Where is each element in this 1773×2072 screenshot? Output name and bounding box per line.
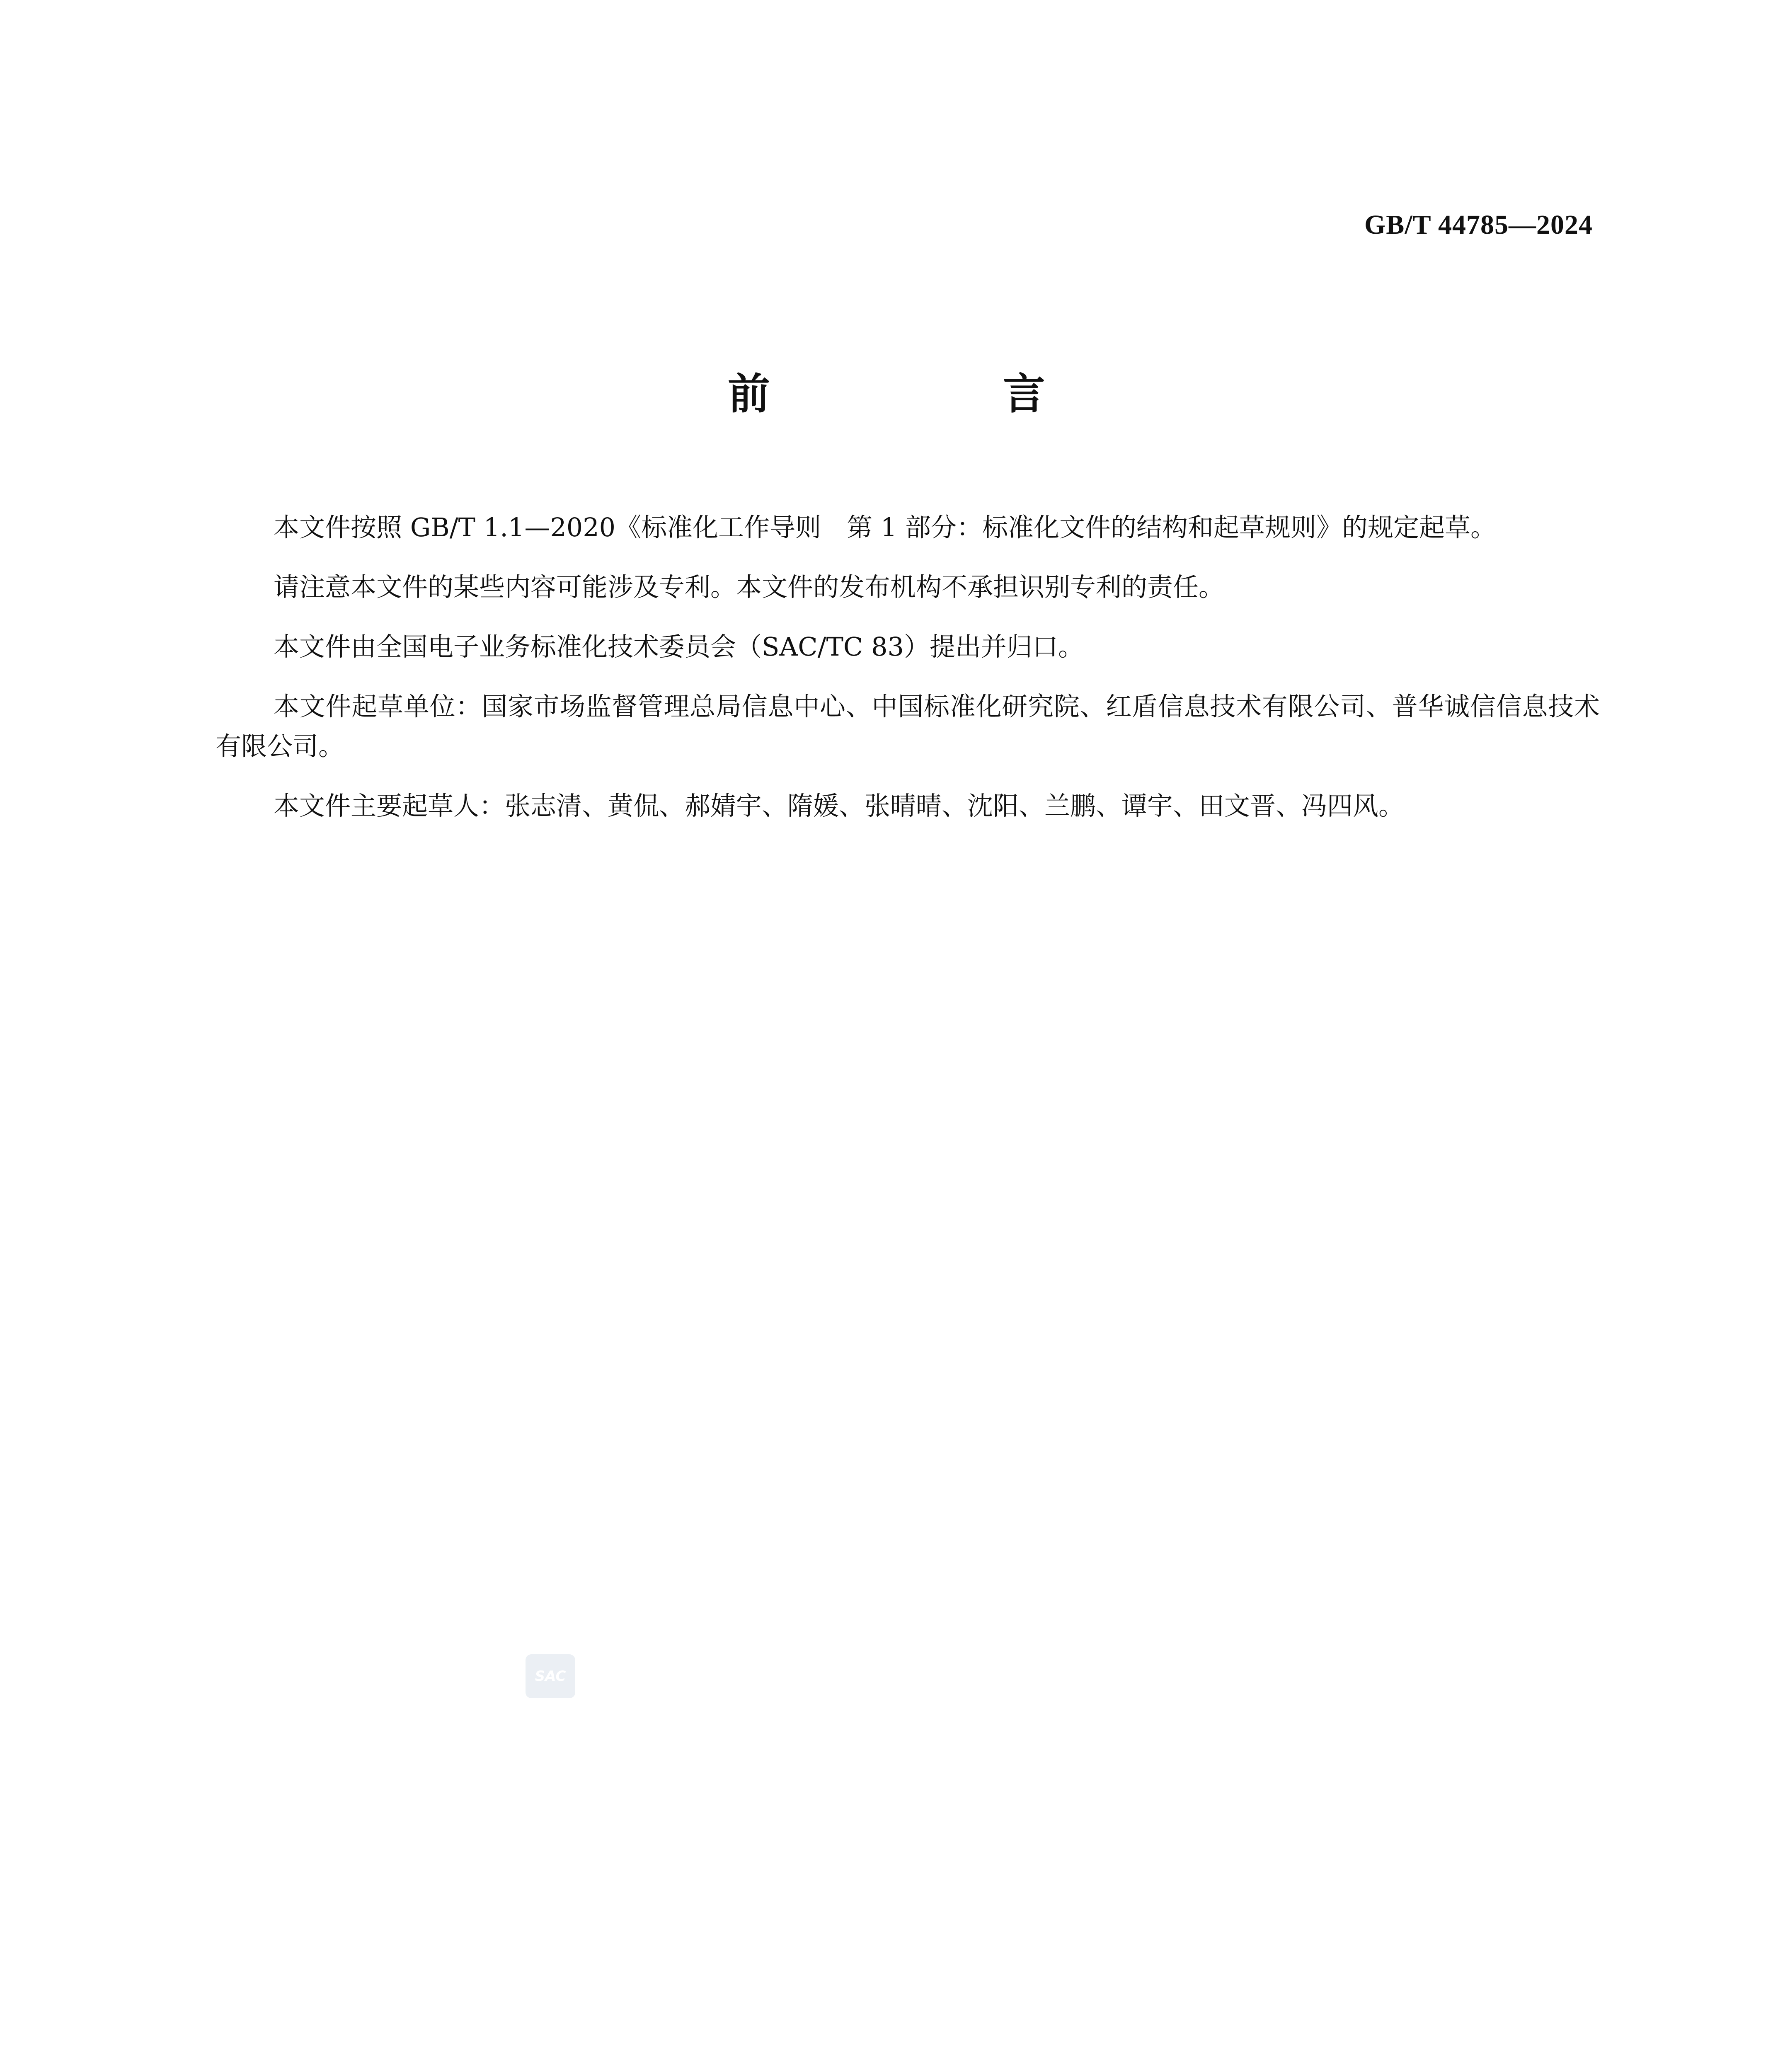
paragraph-drafters: 本文件主要起草人：张志清、黄侃、郝婧宇、隋媛、张晴晴、沈阳、兰鹏、谭宇、田文晋、冯四风。 — [274, 791, 1405, 821]
preface-body — [216, 508, 1600, 846]
paragraph-drafting-units: 本文件起草单位：国家市场监督管理总局信息中心、中国标准化研究院、红盾信息技术有限公司、普华诚信信息技术有限公司。 — [216, 691, 1600, 761]
page-title: 前 言 — [728, 370, 1141, 419]
standard-number: GB/T 44785—2024 — [1364, 210, 1593, 240]
paragraph-patent-notice: 请注意本文件的某些内容可能涉及专利。本文件的发布机构不承担识别专利的责任。 — [274, 572, 1225, 602]
paragraph-proposer: 本文件由全国电子业务标准化技术委员会（SAC/TC 83）提出并归口。 — [274, 632, 1084, 662]
sac-logo-icon: SAC — [526, 1654, 575, 1698]
paragraph-drafting-basis: 本文件按照 GB/T 1.1—2020《标准化工作导则 第 1 部分：标准化文件的结构和起草规则》的规定起草。 — [274, 512, 1496, 542]
